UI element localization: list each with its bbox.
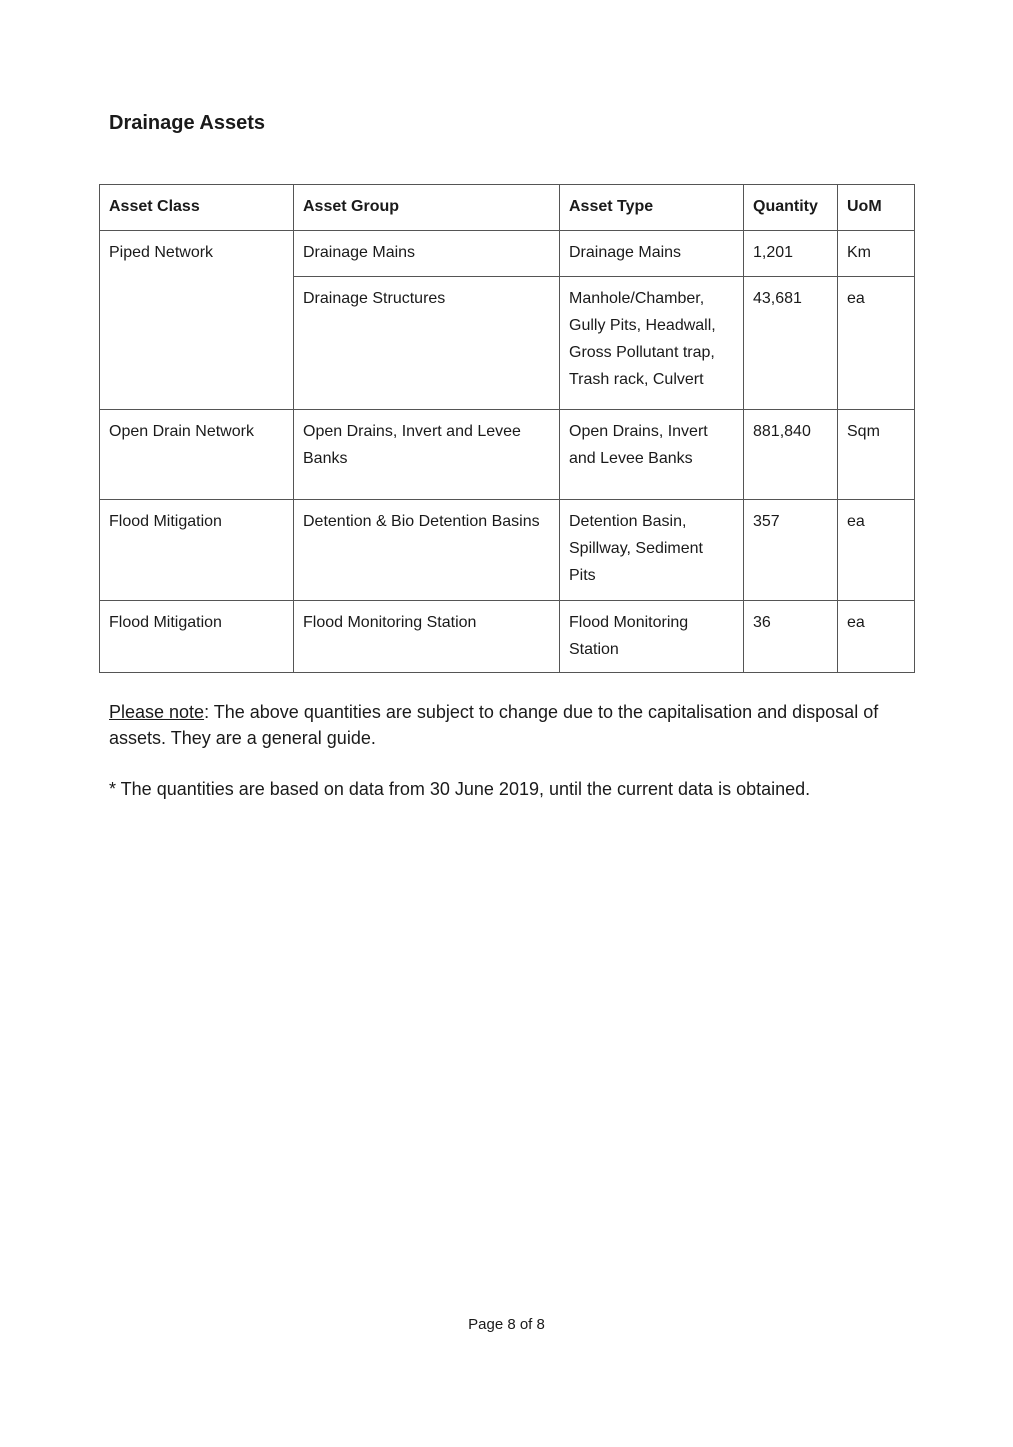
header-quantity: Quantity	[744, 185, 838, 231]
table-header-row	[100, 185, 915, 231]
cell-asset-type: Drainage Mains	[560, 231, 744, 277]
cell-uom: ea	[838, 500, 915, 601]
table-row	[100, 231, 915, 277]
cell-quantity: 1,201	[744, 231, 838, 277]
page-title: Drainage Assets	[109, 112, 265, 134]
cell-asset-type: Detention Basin, Spillway, Sediment Pits	[560, 500, 744, 601]
page-number: Page 8 of 8	[468, 1316, 545, 1333]
cell-uom: Km	[838, 231, 915, 277]
cell-uom: ea	[838, 601, 915, 673]
header-asset-class: Asset Class	[100, 185, 294, 231]
cell-quantity: 881,840	[744, 410, 838, 500]
cell-asset-class: Open Drain Network	[100, 410, 294, 500]
cell-uom: ea	[838, 277, 915, 410]
footnote: * The quantities are based on data from 30 June 2019, until the current data is obtained.	[109, 779, 811, 799]
cell-asset-group: Flood Monitoring Station	[294, 601, 560, 673]
cell-quantity: 43,681	[744, 277, 838, 410]
cell-asset-class: Piped Network	[100, 231, 294, 410]
cell-asset-group: Detention & Bio Detention Basins	[294, 500, 560, 601]
drainage-assets-table	[99, 184, 915, 673]
cell-asset-type: Open Drains, Invert and Levee Banks	[560, 410, 744, 500]
header-uom: UoM	[838, 185, 915, 231]
cell-asset-group: Open Drains, Invert and Levee Banks	[294, 410, 560, 500]
note-paragraph	[109, 699, 889, 751]
table-row	[100, 410, 915, 500]
cell-asset-class: Flood Mitigation	[100, 601, 294, 673]
table-row	[100, 601, 915, 673]
cell-asset-type: Flood Monitoring Station	[560, 601, 744, 673]
cell-quantity: 36	[744, 601, 838, 673]
cell-asset-type: Manhole/Chamber, Gully Pits, Headwall, Gross Pollutant trap, Trash rack, Culvert	[560, 277, 744, 410]
cell-asset-group: Drainage Structures	[294, 277, 560, 410]
table-row	[100, 500, 915, 601]
note-label: Please note	[109, 702, 205, 722]
cell-asset-group: Drainage Mains	[294, 231, 560, 277]
header-asset-group: Asset Group	[294, 185, 560, 231]
cell-asset-class: Flood Mitigation	[100, 500, 294, 601]
cell-quantity: 357	[744, 500, 838, 601]
header-asset-type: Asset Type	[560, 185, 744, 231]
note-text: : The above quantities are subject to change due to the capitalisation and disposal of assets. They are a general guide.	[109, 702, 879, 748]
cell-uom: Sqm	[838, 410, 915, 500]
